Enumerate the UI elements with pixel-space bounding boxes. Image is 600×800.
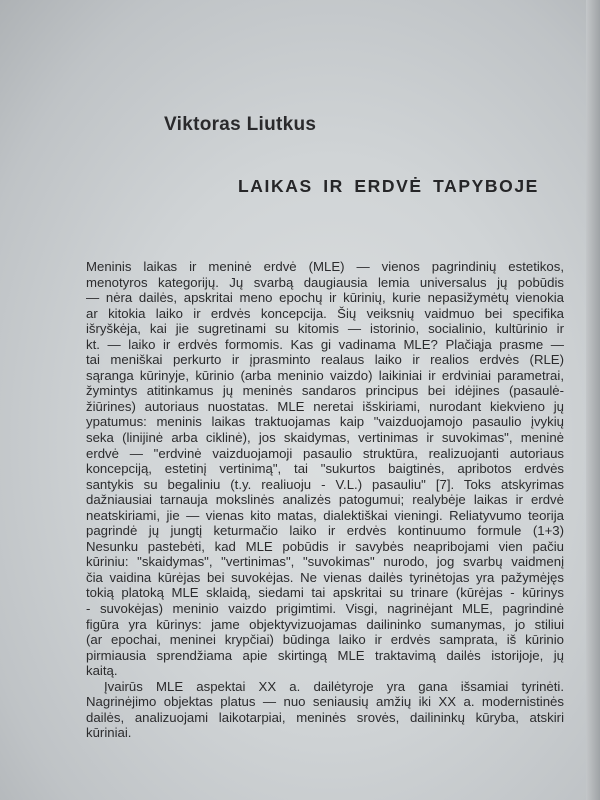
- text-line: pagrindė jų jungtį keturmačio laiko ir erdvės kontinuumo formule (1+3): [86, 523, 564, 539]
- text-line: kūriniai.: [86, 725, 132, 741]
- text-line: ar kitokia laiko ir erdvės koncepcija. Šių veiksnių vaidmuo bei specifika: [86, 305, 564, 321]
- text-line: žymintys atitinkamus jų meninės sandaros principus bei idėjines (pasaulė-: [86, 383, 564, 399]
- text-line: Nesunku pastebėti, kad MLE pobūdis ir savybės neapribojami vien pačiu: [86, 538, 564, 554]
- text-line: neatskiriami, jie — vienas kito matas, dialektiškai vieningi. Reliatyvumo teorija: [86, 507, 564, 523]
- text-line: dažniausiai tarnauja mokslinės analizės patogumui; realybėje laikas ir erdvė: [86, 492, 564, 508]
- text-line: sąranga kūrinyje, kūrinio (arba meninio vaizdo) laikiniai ir erdviniai parametrai,: [86, 367, 564, 383]
- article-title: LAIKAS IR ERDVĖ TAPYBOJE: [238, 176, 539, 196]
- text-line: (ar epochai, meninei krypčiai) būdinga laiko ir erdvės samprata, iš kūrinio: [86, 632, 564, 648]
- text-line: čia vaidina kūrėjas bei suvokėjas. Ne vienas dailės tyrinėtojas yra pažymėjęs: [86, 569, 564, 585]
- text-line: pirmiausia sprendžiama apie skirtingą MLE traktavimą dailės istorijoje, jų: [86, 647, 564, 663]
- article-body: [86, 259, 564, 741]
- article-author: Viktoras Liutkus: [164, 114, 317, 135]
- text-line: kt. — laiko ir erdvės formomis. Kas gi vadinama MLE? Plačiąja prasme —: [86, 336, 564, 352]
- text-line: Nagrinėjimo objektas platus — nuo seniausių amžių iki XX a. modernistinės: [86, 694, 564, 710]
- text-line: Įvairūs MLE aspektai XX a. dailėtyroje yra gana išsamiai tyrinėti.: [104, 678, 564, 694]
- text-line: Meninis laikas ir meninė erdvė (MLE) — vienos pagrindinių estetikos,: [86, 259, 564, 274]
- text-line: išryškėja, kai jie sugretinami su kitomis — istorinio, socialinio, kultūrinio ir: [86, 321, 564, 337]
- text-line: menotyros kategorijų. Jų svarbą daugiausia lemia universalus jų pobūdis: [86, 274, 564, 290]
- text-line: santykis su begaliniu (t.y. realiuoju - V.L.) pasauliu" [7]. Toks atskyrimas: [86, 476, 564, 492]
- text-line: seka (linijinė arba ciklinė), jos skaidymas, vertinimas ir suvokimas", meninė: [86, 430, 564, 446]
- text-line: figūra yra kūrinys: jame objektyvizuojamas dailininko sumanymas, jo stiliui: [86, 616, 564, 632]
- text-line: kaitą.: [86, 663, 118, 679]
- page-edge-shadow: [586, 0, 600, 800]
- text-line: — nėra dailės, apskritai meno epochų ir kūrinių, kurie nepasižymėtų vienokia: [86, 290, 564, 306]
- text-line: erdvė — "erdvinė vaizduojamoji pasaulio struktūra, realizuojanti autoriaus: [86, 445, 564, 461]
- text-line: tokią platoką MLE sklaidą, siedami tai apskritai su trinare (kūrėjas - kūrinys: [86, 585, 564, 601]
- text-line: koncepciją, estetinį vertinimą", tai "sukurtos baigtinės, apribotos erdvės: [86, 461, 564, 477]
- text-line: - suvokėjas) meninio vaizdo prigimtimi. Visgi, nagrinėjant MLE, pagrindinė: [86, 601, 564, 617]
- text-line: ypatumus: meninis laikas traktuojamas kaip "vaizduojamojo pasaulio įvykių: [86, 414, 564, 430]
- paragraph: [86, 259, 564, 679]
- text-line: dailės, analizuojami laikotarpiai, meninės srovės, dailininkų kūryba, atskiri: [86, 709, 564, 725]
- text-line: žiūrines) autoriaus nuostatas. MLE neretai išskiriami, nurodant kiekvieno jų: [86, 398, 564, 414]
- text-line: kūriniu: "skaidymas", "vertinimas", "suvokimas" nurodo, jog svarbų vaidmenį: [86, 554, 564, 570]
- text-line: tai meniškai perkurto ir įprasminto realaus laiko ir realios erdvės (RLE): [86, 352, 564, 368]
- paragraph: [86, 679, 564, 741]
